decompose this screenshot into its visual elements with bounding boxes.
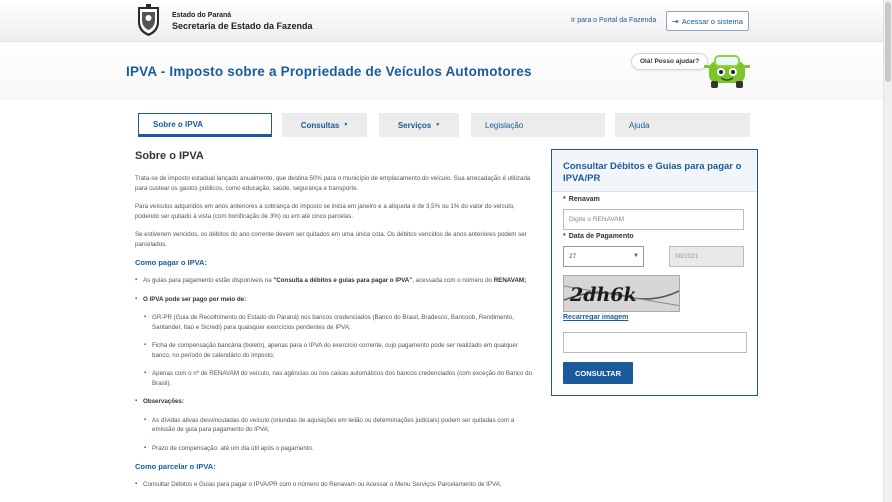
list-item: ▪ Prazo de compensação: até um dia útil após o pagamento. (135, 444, 535, 454)
tab-consultas[interactable] (282, 113, 367, 137)
tab-servicos[interactable] (379, 113, 459, 137)
list-item: ▪ Apenas com o nº de RENAVAM do veículo, nas agências ou nos caixas automáticos dos bancos credenciados (com exceção do Banco do Brasil). (135, 369, 535, 388)
guide-text: , acessada com o número do (412, 277, 494, 284)
required-asterisk: * (563, 196, 566, 203)
guide-text: As guias para pagamento estão disponíveis na (143, 277, 274, 284)
list-item (135, 276, 535, 286)
tab-label: Serviços (397, 120, 432, 130)
chevron-down-icon: ▼ (633, 253, 639, 259)
renavam-input[interactable]: Digite o RENAVAM (563, 209, 744, 230)
secretary-name: Secretaria de Estado da Fazenda (172, 21, 313, 31)
how-to-pay-heading: Como pagar o IPVA: (135, 258, 207, 267)
tab-label: Legislação (485, 120, 524, 130)
guide-link-text[interactable]: "Consulta a débitos e guias para pagar o IPVA" (273, 277, 413, 284)
caret-down-icon: ▼ (435, 122, 441, 128)
renavam-label (563, 196, 600, 203)
payment-day-value: 27 (569, 253, 577, 260)
tab-label: Sobre o IPVA (153, 119, 204, 129)
tab-label: Consultas (300, 120, 340, 130)
payment-month-year-field: 08/2021 (669, 246, 744, 267)
tab-ajuda[interactable] (615, 113, 750, 137)
captcha-noise-graphic (564, 276, 680, 312)
main-content (135, 150, 535, 499)
reload-captcha-link[interactable]: Recarregar imagem (563, 314, 629, 321)
vertical-scrollbar[interactable] (883, 0, 892, 502)
captcha-text: 2dh6k (570, 284, 637, 306)
paragraph: Se estiverem vencidos, os débitos do ano corrente devem ser quitados em uma única cota. Os débitos vencidos de anos anteriores podem ser parcelados. (135, 231, 527, 248)
scrollbar-thumb[interactable] (885, 2, 891, 82)
captcha-image (563, 275, 680, 312)
access-system-label: Acessar o sistema (681, 16, 743, 26)
access-system-button[interactable] (666, 11, 749, 31)
tab-sobre-ipva[interactable] (138, 113, 272, 137)
list-item: ▪ GR-PR (Guia de Recolhimento do Estado do Paraná) nos bancos credenciados (Banco do Brasil, Bradesco, Bancoob, Rendimento, Santander, Itaú e Sicredi) para quaisquer exercícios pendentes de IPVA; (135, 313, 535, 332)
tab-label: Ajuda (629, 120, 650, 130)
portal-fazenda-link[interactable]: Ir para o Portal da Fazenda (571, 17, 657, 24)
panel-header (552, 150, 757, 192)
page-title: IPVA - Imposto sobre a Propriedade de Veículos Automotores (126, 64, 532, 79)
paid-via-heading: ▪ O IPVA pode ser pago por meio de: (135, 295, 535, 305)
list-item: ▪ Consultar Débitos e Guias para pagar o IPVA/PR com o número do Renavam ou Acessar o Menu Serviços Parcelamento de IPVA; (135, 480, 535, 490)
renavam-text: RENAVAM; (493, 277, 527, 284)
captcha-input[interactable] (563, 332, 747, 353)
parana-coat-of-arms-icon (135, 4, 162, 37)
observations-heading: ▪ Observações: (135, 397, 535, 407)
state-name: Estado do Paraná (172, 12, 232, 19)
payment-day-select[interactable] (563, 246, 644, 267)
panel-title: Consultar Débitos e Guias para pagar o IPVA/PR (563, 161, 742, 184)
section-heading: Sobre o IPVA (135, 150, 204, 162)
paragraph: Trata-se de imposto estadual lançado anualmente, que destina 50% para o município de emplacamento do veículo. Sua arrecadação é utilizada para custear os gastos públicos, como educação, saúde, segurança e transporte. (135, 175, 531, 192)
consult-debts-panel (551, 149, 758, 396)
renavam-label-text: Renavam (568, 196, 600, 203)
assistant-bubble[interactable]: Olá! Posso ajudar? (631, 53, 708, 70)
sign-in-icon: ⇥ (672, 16, 679, 26)
payment-date-label (563, 233, 634, 240)
top-bar (0, 0, 883, 42)
installments-heading: Como parcelar o IPVA: (135, 462, 216, 471)
paragraph: Para veículos adquiridos em anos anteriores a cobrança do imposto se inicia em janeiro e a alíquota é de 3,5% ou 1% do valor do veículo, podendo ser quitado à vista (com bonificação de 3%) ou em até cinco parcelas. (135, 203, 515, 220)
list-item: ▪ As dívidas ativas desvinculadas do veículo (oriundas de aquisições em leilão ou determinações judiciais) podem ser quitadas com a emissão de guia para pagamento do IPVA; (135, 416, 535, 435)
required-asterisk: * (563, 233, 566, 240)
main-nav (0, 113, 883, 138)
payment-date-label-text: Data de Pagamento (568, 233, 634, 240)
list-item: ▪ Ficha de compensação bancária (boleto), apenas para o IPVA do exercício corrente, cujo pagamento pode ser realizado em qualquer banco, no período de calendário do imposto; (135, 341, 535, 360)
caret-down-icon: ▼ (343, 122, 349, 128)
hero-banner (0, 42, 883, 100)
assistant-car-icon[interactable] (703, 51, 751, 91)
consult-button[interactable]: CONSULTAR (563, 362, 633, 384)
tab-legislacao[interactable] (471, 113, 605, 137)
